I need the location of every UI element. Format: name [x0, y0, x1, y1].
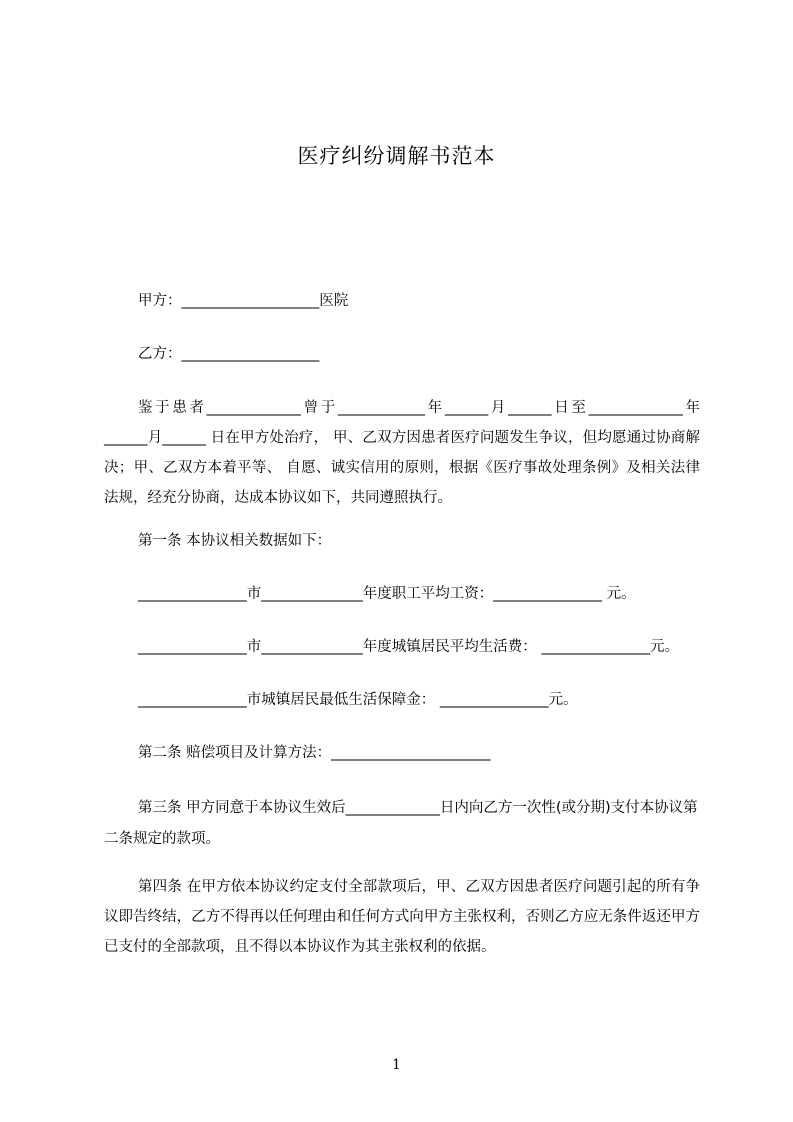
article-1-heading: 第一条 本协议相关数据如下： — [138, 533, 332, 549]
article-3-paragraph: 第三条 甲方同意于本协议生效后_____________日内向乙方一次性(或分期)支付本协议第二条规定的款项。 — [104, 800, 698, 847]
party-a-line: 甲方：___________________医院 — [138, 293, 349, 309]
preamble-paragraph: 鉴于患者_____________曾于____________年______月______日至_____________年______月______ 日在甲方处治疗， 甲、乙双方因患者医疗问题发生争议，但均愿通过协商解决；甲、乙双方本着平等、 自愿、诚实信用的原则，根据《医疗事故处理条例》及相关法律法规，经充分协商，达成本协议如下，共同遵照执行。 — [104, 400, 700, 506]
article-1-item-1: _______________市______________年度职工平均工资：_______________ 元。 — [138, 586, 636, 602]
article-1-item-3: _______________市城镇居民最低生活保障金： _______________元。 — [138, 692, 578, 708]
article-1-item-2: _______________市______________年度城镇居民平均生活费： _______________元。 — [138, 639, 680, 655]
party-b-line: 乙方：___________________ — [138, 346, 320, 362]
article-2-line: 第二条 赔偿项目及计算方法：______________________ — [138, 745, 491, 761]
document-title: 医疗纠纷调解书范本 — [297, 144, 496, 168]
page-number: 1 — [392, 1057, 401, 1073]
article-4-paragraph: 第四条 在甲方依本协议约定支付全部款项后，甲、乙双方因患者医疗问题引起的所有争议即告终结，乙方不得再以任何理由和任何方式向甲方主张权利，否则乙方应无条件返还甲方已支付的全部款项，且不得以本协议作为其主张权利的依据。 — [104, 879, 700, 955]
